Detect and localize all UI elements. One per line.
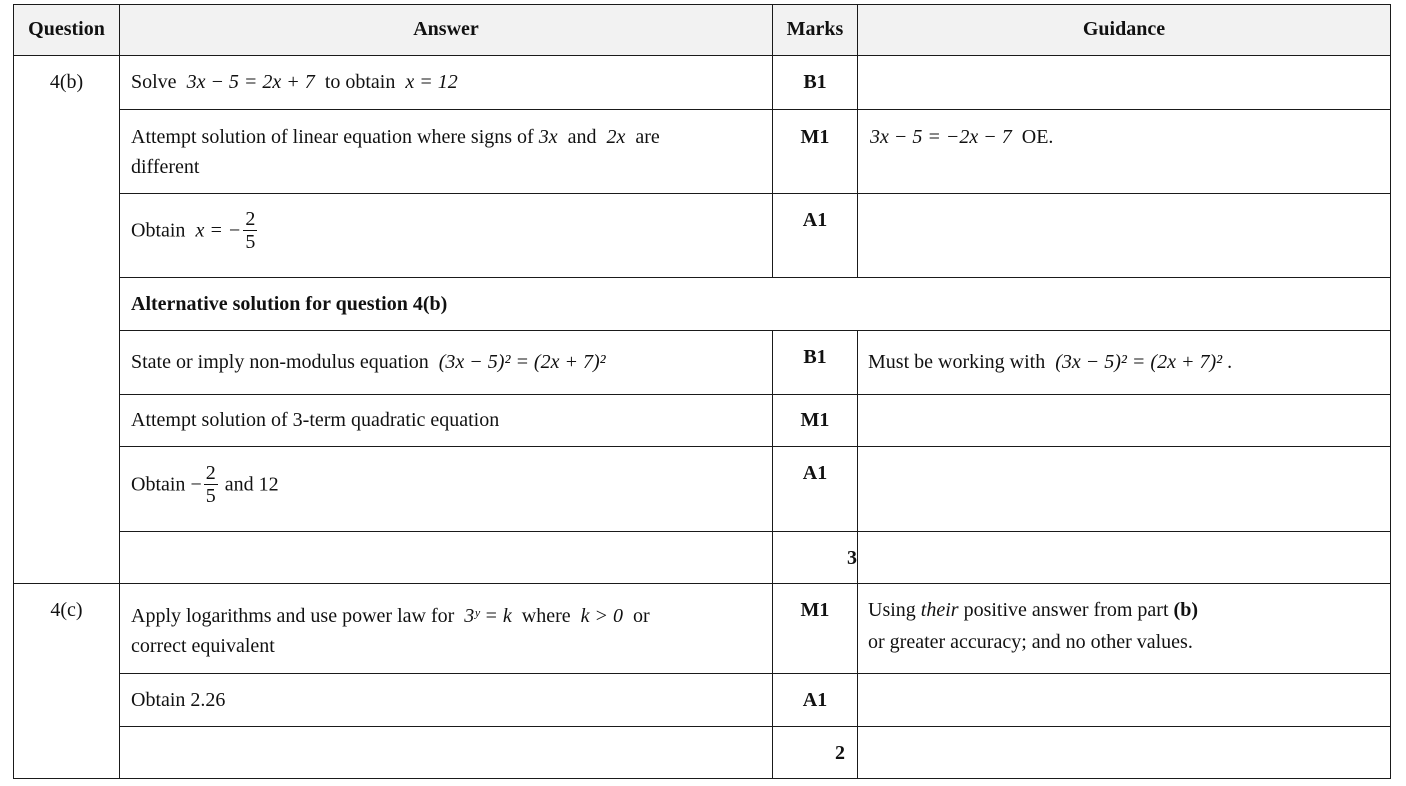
answer-cell: [131, 347, 606, 377]
answer-cell: [131, 208, 259, 253]
answer-text: Apply logarithms and use power law for: [131, 605, 455, 627]
mark: B1: [803, 346, 827, 368]
answer-text: Obtain: [131, 473, 186, 496]
answer-cell: [131, 67, 458, 97]
answer-text-line2: correct equivalent: [131, 635, 275, 657]
equation: 3x − 5 = 2x + 7: [186, 71, 315, 93]
rule: [119, 4, 120, 779]
equation: 3x − 5 = −2x − 7: [870, 126, 1012, 148]
equation: x = 12: [405, 71, 458, 93]
guidance-cell: [870, 122, 1053, 152]
answer-cell: [131, 601, 650, 631]
guidance-text: .: [1227, 351, 1233, 373]
term: 2x: [606, 126, 626, 148]
guidance-part-ref: (b): [1173, 599, 1198, 621]
guidance-text: positive answer from part: [963, 599, 1169, 621]
guidance-cell: [868, 595, 1198, 625]
answer-text: and 12: [224, 473, 279, 496]
numerator: 2: [245, 208, 256, 230]
question-label-4b: 4(b): [49, 71, 84, 93]
equation: (3x − 5)² = (2x + 7)²: [1055, 351, 1223, 373]
guidance-text: OE.: [1021, 126, 1054, 148]
term: 3x: [538, 126, 558, 148]
mark: M1: [800, 126, 830, 148]
answer-text-line2: different: [131, 156, 200, 178]
answer-text: and: [567, 126, 597, 148]
rule: [119, 394, 1391, 395]
fraction: [243, 208, 257, 253]
rule: [13, 4, 14, 779]
guidance-cell: [868, 347, 1232, 377]
header-guidance: Guidance: [1082, 18, 1166, 40]
rule: [13, 4, 1391, 5]
header-question: Question: [28, 18, 105, 40]
mark: A1: [802, 462, 828, 484]
rule: [119, 673, 1391, 674]
answer-text: State or imply non-modulus equation: [131, 351, 429, 373]
equation: 3ʸ = k: [464, 605, 512, 627]
numerator: 2: [205, 462, 216, 484]
answer-text: Attempt solution of linear equation where signs of: [131, 126, 534, 148]
answer-text: where: [521, 605, 571, 627]
mark: A1: [802, 209, 828, 231]
answer-text: Solve: [131, 71, 177, 93]
rule: [119, 531, 1391, 532]
mark: A1: [802, 689, 828, 711]
answer-text: Obtain 2.26: [131, 689, 226, 711]
header-answer: Answer: [413, 18, 479, 40]
rule: [857, 330, 858, 779]
total-marks: 3: [847, 547, 857, 569]
rule: [13, 55, 1391, 56]
minus-sign: −: [190, 473, 202, 496]
denominator: 5: [205, 485, 216, 507]
equation: x = −: [195, 219, 242, 242]
total-marks: 2: [835, 742, 845, 764]
rule: [119, 446, 1391, 447]
rule: [119, 330, 1391, 331]
answer-text: Attempt solution of 3-term quadratic equation: [131, 409, 500, 431]
guidance-text: Must be working with: [868, 351, 1046, 373]
guidance-emphasis: their: [920, 599, 959, 621]
header-marks: Marks: [786, 18, 844, 40]
answer-cell: [131, 122, 660, 152]
guidance-text: Using: [868, 599, 916, 621]
rule: [119, 277, 1391, 278]
answer-cell: [131, 462, 279, 507]
rule: [1390, 4, 1391, 779]
alternative-solution-heading: Alternative solution for question 4(b): [131, 293, 448, 315]
rule: [119, 726, 1391, 727]
mark: B1: [803, 71, 827, 93]
answer-text: are: [635, 126, 660, 148]
answer-text: to obtain: [324, 71, 396, 93]
answer-text: Obtain: [131, 219, 186, 242]
mark: M1: [800, 599, 830, 621]
mark: M1: [800, 409, 830, 431]
question-label-4c: 4(c): [50, 599, 83, 621]
answer-text: or: [632, 605, 650, 627]
rule: [119, 109, 1391, 110]
denominator: 5: [245, 231, 256, 253]
rule: [13, 778, 1391, 779]
rule: [119, 193, 1391, 194]
rule: [857, 4, 858, 278]
guidance-text-line2: or greater accuracy; and no other values.: [868, 631, 1193, 653]
fraction: [204, 462, 218, 507]
equation: (3x − 5)² = (2x + 7)²: [438, 351, 606, 373]
condition: k > 0: [580, 605, 623, 627]
rule: [13, 583, 1391, 584]
